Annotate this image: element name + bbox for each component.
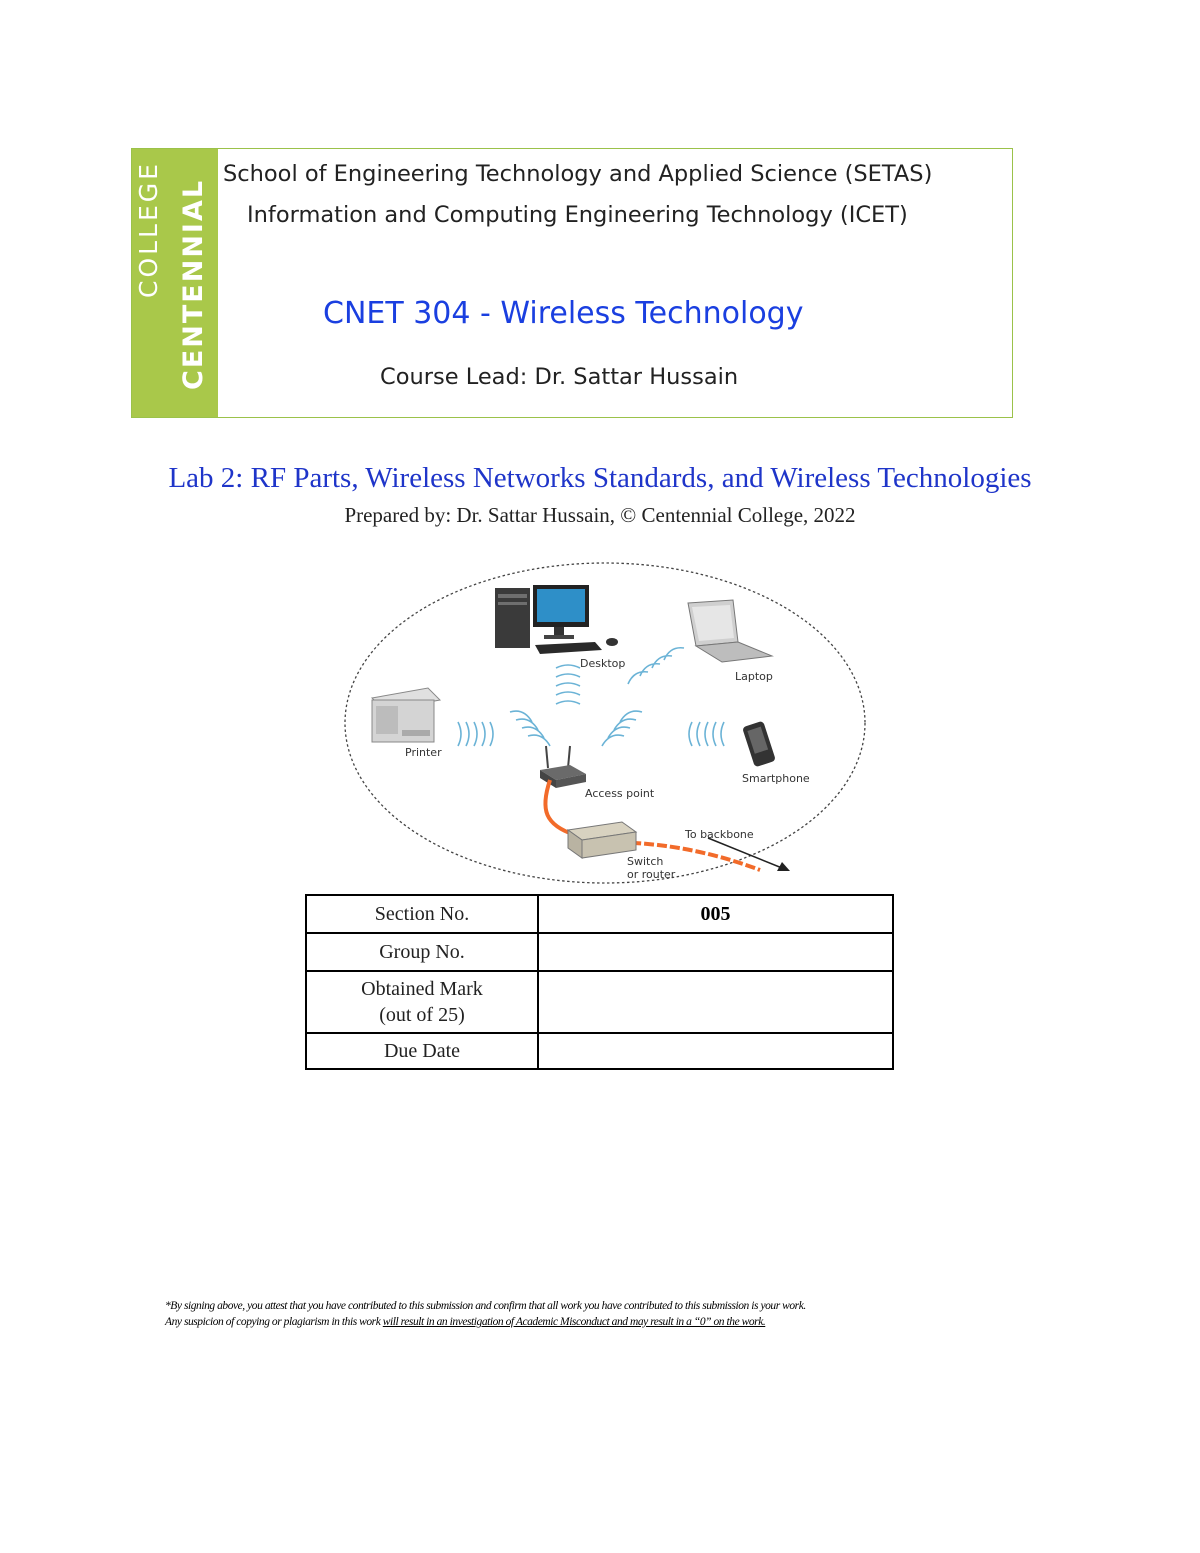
mark-label (306, 971, 538, 1033)
lab-info-table (305, 894, 894, 1070)
access-point-label: Access point (585, 787, 655, 800)
disclaimer (165, 1298, 1025, 1330)
smartphone-label: Smartphone (742, 772, 810, 785)
due-date-value[interactable] (538, 1033, 893, 1069)
table-row (306, 933, 893, 971)
switch-label-line1: Switch (627, 855, 664, 868)
header-banner (131, 148, 1013, 418)
smartphone-icon (742, 721, 776, 768)
logo-text-sub: COLLEGE (134, 161, 163, 298)
disclaimer-line2 (165, 1314, 1025, 1330)
laptop-label: Laptop (735, 670, 773, 683)
group-label: Group No. (306, 933, 538, 971)
desktop-icon (495, 585, 618, 654)
prepared-by: Prepared by: Dr. Sattar Hussain, © Centennial College, 2022 (344, 503, 856, 527)
access-point-icon (540, 746, 586, 788)
ap-to-switch-cable (545, 780, 575, 835)
table-row (306, 1033, 893, 1069)
to-backbone-label: To backbone (685, 828, 754, 841)
school-name: School of Engineering Technology and Applied Science (SETAS) (223, 161, 933, 187)
mark-value[interactable] (538, 971, 893, 1033)
mark-label-line2: (out of 25) (379, 1004, 465, 1026)
wireless-network-diagram (340, 560, 870, 890)
laptop-icon (688, 600, 772, 662)
switch-label-line2: or router (627, 868, 676, 881)
disclaimer-line2-underlined: will result in an investigation of Academic Misconduct and may result in a “0” on the work. (382, 1316, 766, 1328)
disclaimer-line1: *By signing above, you attest that you have contributed to this submission and confirm that all work you have contributed to this submission is your work. (165, 1300, 806, 1312)
due-date-label: Due Date (306, 1033, 538, 1069)
lab-title: Lab 2: RF Parts, Wireless Networks Standards, and Wireless Technologies (168, 462, 1032, 494)
table-row (306, 971, 893, 1033)
table-row (306, 895, 893, 933)
desktop-label: Desktop (580, 657, 626, 670)
section-value[interactable]: 005 (538, 895, 893, 933)
switch-icon (568, 822, 636, 858)
printer-icon (372, 688, 440, 742)
course-title: CNET 304 - Wireless Technology (323, 296, 804, 331)
mark-label-line1: Obtained Mark (361, 978, 483, 1000)
section-label: Section No. (306, 895, 538, 933)
course-lead: Course Lead: Dr. Sattar Hussain (380, 364, 739, 390)
group-value[interactable] (538, 933, 893, 971)
logo-text-main: CENTENNIAL (178, 178, 209, 390)
printer-label: Printer (405, 746, 442, 759)
disclaimer-line2-plain: Any suspicion of copying or plagiarism in this work (165, 1316, 383, 1328)
college-logo (132, 149, 218, 419)
program-name: Information and Computing Engineering Technology (ICET) (247, 202, 908, 228)
